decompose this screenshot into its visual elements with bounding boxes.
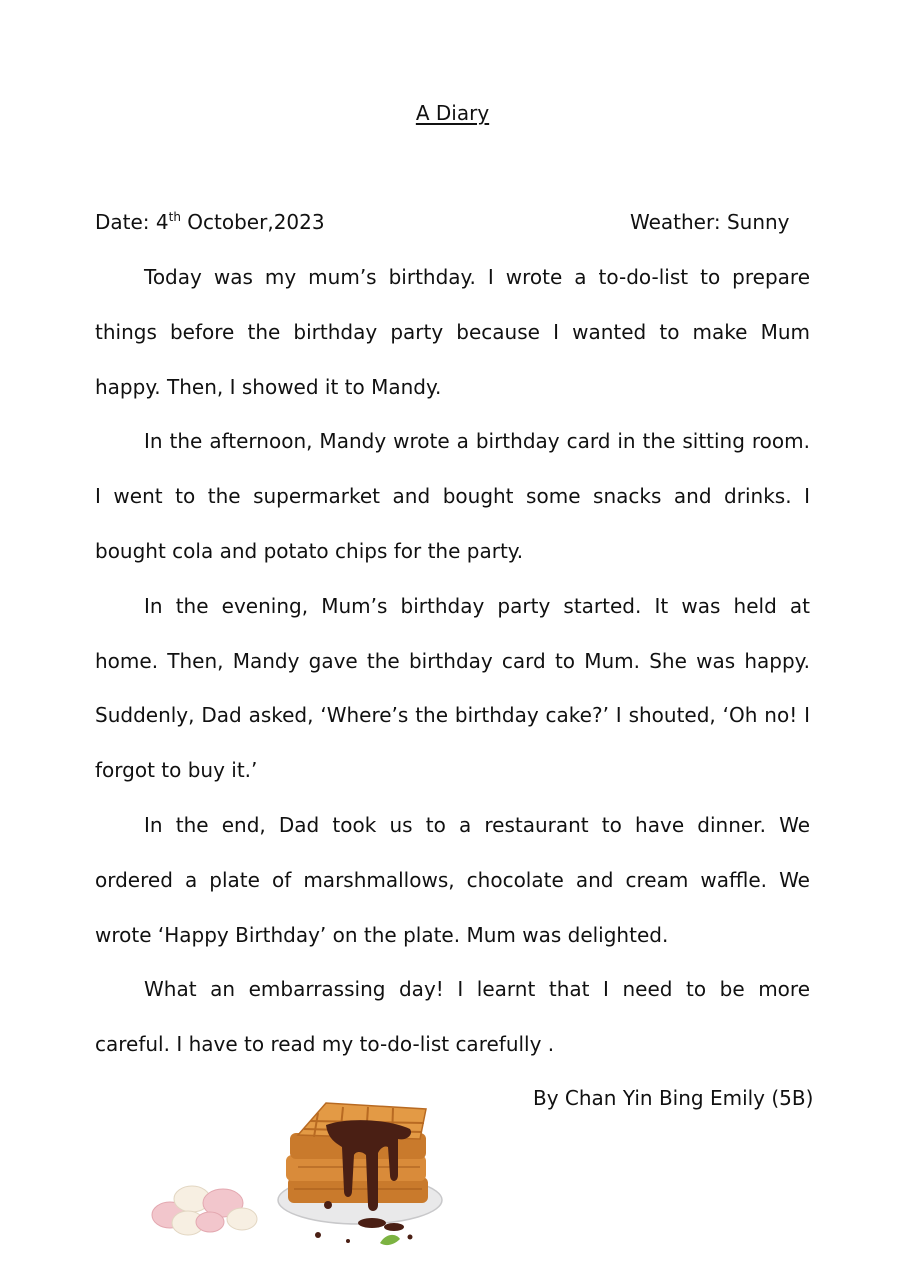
paragraph-5: What an embarrassing day! I learnt that I need to be more careful. I have to read my to-do-list carefully . [95, 977, 810, 1057]
waffle-marshmallow-icon [148, 1095, 448, 1255]
date-line [95, 210, 325, 234]
waffle-stack-icon [286, 1103, 428, 1203]
date-rest: October,2023 [180, 210, 325, 234]
date-weather-row [95, 210, 810, 238]
mint-leaf-icon [380, 1235, 400, 1245]
author-signature: By Chan Yin Bing Emily (5B) [533, 1086, 814, 1110]
paragraph-3: In the evening, Mum’s birthday party started. It was held at home. Then, Mandy gave the birthday card to Mum. She was happy. Suddenly, Dad asked, ‘Where’s the birthday cake?’ I shouted, ‘Oh no! I forgot to buy it.’ [95, 593, 810, 783]
diary-body [95, 250, 810, 1072]
paragraph-4: In the end, Dad took us to a restaurant to have dinner. We ordered a plate of marshmallows, chocolate and cream waffle. We wrote ‘Happy Birthday’ on the plate. Mum was delighted. [95, 812, 810, 947]
date-label: Date: 4 [95, 210, 169, 234]
page-title: A Diary [415, 101, 490, 125]
paragraph-1: Today was my mum’s birthday. I wrote a to-do-list to prepare things before the birthday party because I wanted to make Mum happy. Then, I showed it to Mandy. [95, 265, 810, 399]
date-suffix: th [168, 210, 181, 224]
weather-line: Weather: Sunny [630, 210, 790, 234]
marshmallow-icon [152, 1186, 257, 1235]
paragraph-2: In the afternoon, Mandy wrote a birthday card in the sitting room. I went to the supermarket and bought some snacks and drinks. I bought cola and potato chips for the party. [95, 429, 810, 563]
